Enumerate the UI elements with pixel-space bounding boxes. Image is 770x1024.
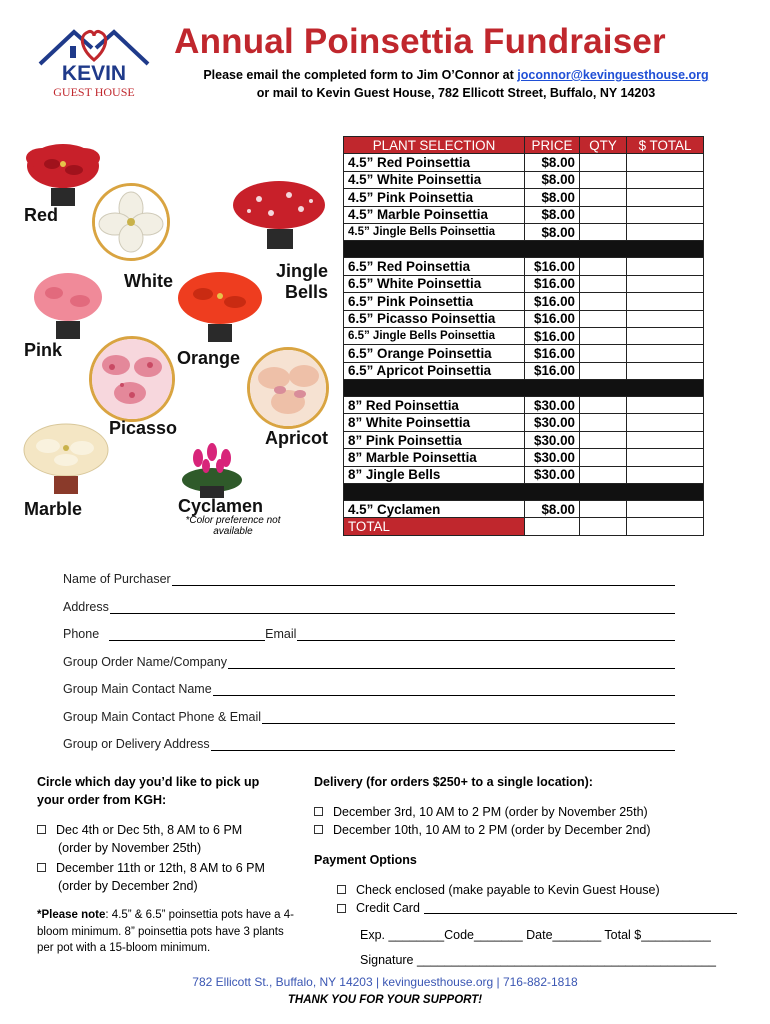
plant-price: $30.00 — [525, 449, 580, 466]
address-label: Address — [63, 600, 109, 614]
pickup-option-2-checkbox[interactable] — [37, 863, 46, 872]
payment-credit-checkbox[interactable] — [337, 904, 346, 913]
qty-cell[interactable] — [580, 206, 627, 223]
qty-cell[interactable] — [580, 501, 627, 518]
payment-check-text: Check enclosed (make payable to Kevin Guest House) — [356, 883, 660, 897]
table-separator — [344, 484, 704, 501]
table-separator — [344, 241, 704, 258]
mail-instructions: or mail to Kevin Guest House, 782 Ellicott Street, Buffalo, NY 14203 — [256, 86, 656, 100]
address-field[interactable] — [63, 600, 675, 614]
signature-field[interactable]: Signature ___________________________________________ — [360, 953, 716, 967]
table-row — [344, 345, 704, 362]
payment-credit-option — [337, 899, 737, 917]
table-separator — [344, 380, 704, 397]
plant-name: 6.5” Picasso Poinsettia — [344, 310, 525, 327]
payment-heading: Payment Options — [314, 853, 417, 867]
pickup-heading: Circle which day you’d like to pick up your order from KGH: — [37, 775, 260, 807]
table-row — [344, 206, 704, 223]
phone-line[interactable] — [109, 628, 265, 641]
table-row — [344, 310, 704, 327]
grand-total-cell[interactable] — [627, 518, 704, 535]
total-cell[interactable] — [627, 154, 704, 171]
contact-phone-label: Group Main Contact Phone & Email — [63, 710, 262, 724]
footer-contact-info: 782 Ellicott St., Buffalo, NY 14203 | kevinguesthouse.org | 716-882-1818 — [192, 975, 578, 989]
email-instructions-text: Please email the completed form to Jim O’Connor at — [203, 68, 518, 82]
table-row — [344, 466, 704, 483]
bloom-note — [37, 907, 299, 957]
total-cell[interactable] — [627, 293, 704, 310]
table-row — [344, 327, 704, 344]
plant-name: 4.5” White Poinsettia — [344, 171, 525, 188]
header-total: $ TOTAL — [627, 137, 704, 154]
qty-cell[interactable] — [580, 431, 627, 448]
contact-name-line[interactable] — [213, 683, 675, 696]
plant-price: $8.00 — [525, 501, 580, 518]
total-qty-cell[interactable] — [580, 518, 627, 535]
total-cell[interactable] — [627, 275, 704, 292]
qty-cell[interactable] — [580, 345, 627, 362]
qty-cell[interactable] — [580, 327, 627, 344]
plant-name: 4.5” Cyclamen — [344, 501, 525, 518]
plant-price: $8.00 — [525, 171, 580, 188]
delivery-heading: Delivery (for orders $250+ to a single location): — [314, 775, 593, 789]
plant-price: $16.00 — [525, 362, 580, 379]
header-qty: QTY — [580, 137, 627, 154]
plant-name: 8” Marble Poinsettia — [344, 449, 525, 466]
address-line[interactable] — [110, 601, 675, 614]
table-row — [344, 258, 704, 275]
email-link[interactable]: joconnor@kevinguesthouse.org — [517, 68, 709, 82]
plant-price: $16.00 — [525, 345, 580, 362]
label-pink: Pink — [24, 340, 63, 360]
plant-name: 4.5” Red Poinsettia — [344, 154, 525, 171]
group-name-line[interactable] — [228, 656, 675, 669]
table-total-row — [344, 518, 704, 535]
exp-code-date-total-fields[interactable]: Exp. ________Code_______ Date_______ Total $__________ — [360, 928, 711, 942]
delivery-option-1-text: December 3rd, 10 AM to 2 PM (order by November 25th) — [333, 805, 648, 819]
plant-name: 4.5” Marble Poinsettia — [344, 206, 525, 223]
label-picasso: Picasso — [109, 418, 178, 438]
plant-price: $30.00 — [525, 397, 580, 414]
label-orange: Orange — [177, 348, 241, 368]
pickup-option-2 — [37, 859, 307, 895]
cyclamen-image — [176, 440, 248, 498]
qty-cell[interactable] — [580, 449, 627, 466]
table-row — [344, 275, 704, 292]
header-plant-selection: PLANT SELECTION — [344, 137, 525, 154]
qty-cell[interactable] — [580, 258, 627, 275]
table-row — [344, 431, 704, 448]
total-cell[interactable] — [627, 431, 704, 448]
page-title: Annual Poinsettia Fundraiser — [174, 22, 666, 61]
delivery-option-2-checkbox[interactable] — [314, 825, 323, 834]
purchaser-name-line[interactable] — [172, 573, 675, 586]
total-cell[interactable] — [627, 414, 704, 431]
plant-price: $8.00 — [525, 223, 580, 240]
total-price-cell — [525, 518, 580, 535]
total-cell[interactable] — [627, 466, 704, 483]
footer-thank-you: THANK YOU FOR YOUR SUPPORT! — [287, 994, 483, 1006]
total-cell[interactable] — [627, 258, 704, 275]
table-row — [344, 414, 704, 431]
plant-name: 8” Pink Poinsettia — [344, 431, 525, 448]
contact-name-label: Group Main Contact Name — [63, 682, 212, 696]
logo-subname: GUEST HOUSE — [53, 85, 135, 99]
total-cell[interactable] — [627, 449, 704, 466]
table-row — [344, 449, 704, 466]
plant-name: 6.5” Red Poinsettia — [344, 258, 525, 275]
delivery-address-line[interactable] — [211, 738, 675, 751]
delivery-address-field[interactable] — [63, 737, 675, 751]
pickup-option-1 — [37, 821, 307, 857]
total-cell[interactable] — [627, 362, 704, 379]
total-cell[interactable] — [627, 206, 704, 223]
plant-price: $8.00 — [525, 189, 580, 206]
total-cell[interactable] — [627, 397, 704, 414]
label-white: White — [124, 271, 173, 291]
delivery-option-1 — [314, 803, 744, 821]
plant-price: $16.00 — [525, 310, 580, 327]
label-jingle-bells: Jingle Bells — [276, 261, 329, 302]
plant-name: 6.5” Apricot Poinsettia — [344, 362, 525, 379]
payment-check-checkbox[interactable] — [337, 885, 346, 894]
qty-cell[interactable] — [580, 275, 627, 292]
pickup-option-1-deadline: (order by November 25th) — [58, 841, 202, 855]
plant-selection-table — [343, 136, 704, 536]
total-cell[interactable] — [627, 501, 704, 518]
table-row — [344, 154, 704, 171]
email-label: Email — [265, 627, 297, 641]
plant-name: 4.5” Pink Poinsettia — [344, 189, 525, 206]
label-cyclamen: Cyclamen — [178, 496, 264, 516]
pickup-option-2-text: December 11th or 12th, 8 AM to 6 PM — [56, 861, 265, 875]
qty-cell[interactable] — [580, 414, 627, 431]
marble-poinsettia-image — [20, 418, 112, 500]
payment-check-option — [337, 881, 737, 899]
purchaser-name-field[interactable] — [63, 572, 675, 586]
plant-name: 6.5” Pink Poinsettia — [344, 293, 525, 310]
picasso-poinsettia-image — [89, 336, 175, 422]
table-row — [344, 397, 704, 414]
credit-card-line[interactable] — [424, 901, 737, 914]
qty-cell[interactable] — [580, 154, 627, 171]
plant-name: 8” Red Poinsettia — [344, 397, 525, 414]
delivery-option-1-checkbox[interactable] — [314, 807, 323, 816]
payment-credit-text: Credit Card — [356, 901, 420, 915]
plant-price: $16.00 — [525, 327, 580, 344]
white-poinsettia-image — [92, 183, 170, 261]
contact-phone-line[interactable] — [262, 711, 675, 724]
total-cell[interactable] — [627, 310, 704, 327]
bloom-note-label: *Please note — [37, 909, 106, 921]
table-row — [344, 501, 704, 518]
qty-cell[interactable] — [580, 310, 627, 327]
label-apricot: Apricot — [265, 428, 328, 448]
group-name-label: Group Order Name/Company — [63, 655, 227, 669]
plant-name: 8” Jingle Bells — [344, 466, 525, 483]
plant-name: 6.5” White Poinsettia — [344, 275, 525, 292]
plant-price: $16.00 — [525, 275, 580, 292]
contact-phone-field[interactable] — [63, 710, 675, 724]
bloom-note-text: : 4.5” & 6.5” poinsettia pots have a 4-bloom minimum. 8” poinsettia pots have 3 plants per pot with a 15-bloom minimum. — [37, 909, 294, 954]
group-name-field[interactable] — [63, 655, 675, 669]
email-line[interactable] — [297, 628, 675, 641]
orange-poinsettia-image — [175, 268, 265, 348]
qty-cell[interactable] — [580, 397, 627, 414]
delivery-address-label: Group or Delivery Address — [63, 737, 210, 751]
qty-cell[interactable] — [580, 362, 627, 379]
table-row — [344, 189, 704, 206]
apricot-poinsettia-image — [247, 347, 329, 429]
qty-cell[interactable] — [580, 189, 627, 206]
delivery-option-2 — [314, 821, 744, 839]
total-cell[interactable] — [627, 189, 704, 206]
total-label: TOTAL — [344, 518, 525, 535]
plant-price: $16.00 — [525, 258, 580, 275]
color-preference-note: *Color preference not available — [185, 515, 281, 537]
pickup-option-1-checkbox[interactable] — [37, 825, 46, 834]
table-row — [344, 362, 704, 379]
qty-cell[interactable] — [580, 223, 627, 240]
phone-label: Phone — [63, 627, 100, 641]
table-row — [344, 293, 704, 310]
total-cell[interactable] — [627, 345, 704, 362]
plant-price: $8.00 — [525, 154, 580, 171]
table-row — [344, 171, 704, 188]
qty-cell[interactable] — [580, 171, 627, 188]
pink-poinsettia-image — [30, 269, 106, 343]
qty-cell[interactable] — [580, 293, 627, 310]
table-header-row — [344, 137, 704, 154]
plant-price: $16.00 — [525, 293, 580, 310]
email-instructions — [186, 68, 726, 82]
purchaser-name-label: Name of Purchaser — [63, 572, 171, 586]
pickup-option-1-text: Dec 4th or Dec 5th, 8 AM to 6 PM — [56, 823, 243, 837]
label-red: Red — [24, 205, 59, 225]
plant-price: $8.00 — [525, 206, 580, 223]
label-marble: Marble — [24, 499, 83, 519]
jingle-bells-poinsettia-image — [227, 175, 332, 255]
contact-name-field[interactable] — [63, 682, 675, 696]
plant-name: 6.5” Jingle Bells Poinsettia — [344, 327, 525, 344]
plant-name: 8” White Poinsettia — [344, 414, 525, 431]
plant-name: 4.5” Jingle Bells Poinsettia — [344, 223, 525, 240]
red-poinsettia-image — [22, 136, 104, 214]
header-price: PRICE — [525, 137, 580, 154]
qty-cell[interactable] — [580, 466, 627, 483]
plant-name: 6.5” Orange Poinsettia — [344, 345, 525, 362]
total-cell[interactable] — [627, 223, 704, 240]
table-row — [344, 223, 704, 240]
phone-email-field[interactable] — [63, 627, 675, 641]
plant-price: $30.00 — [525, 466, 580, 483]
total-cell[interactable] — [627, 171, 704, 188]
plant-price: $30.00 — [525, 414, 580, 431]
pickup-option-2-deadline: (order by December 2nd) — [58, 879, 198, 893]
total-cell[interactable] — [627, 327, 704, 344]
logo-name: KEVIN — [61, 62, 127, 85]
plant-price: $30.00 — [525, 431, 580, 448]
delivery-option-2-text: December 10th, 10 AM to 2 PM (order by December 2nd) — [333, 823, 651, 837]
